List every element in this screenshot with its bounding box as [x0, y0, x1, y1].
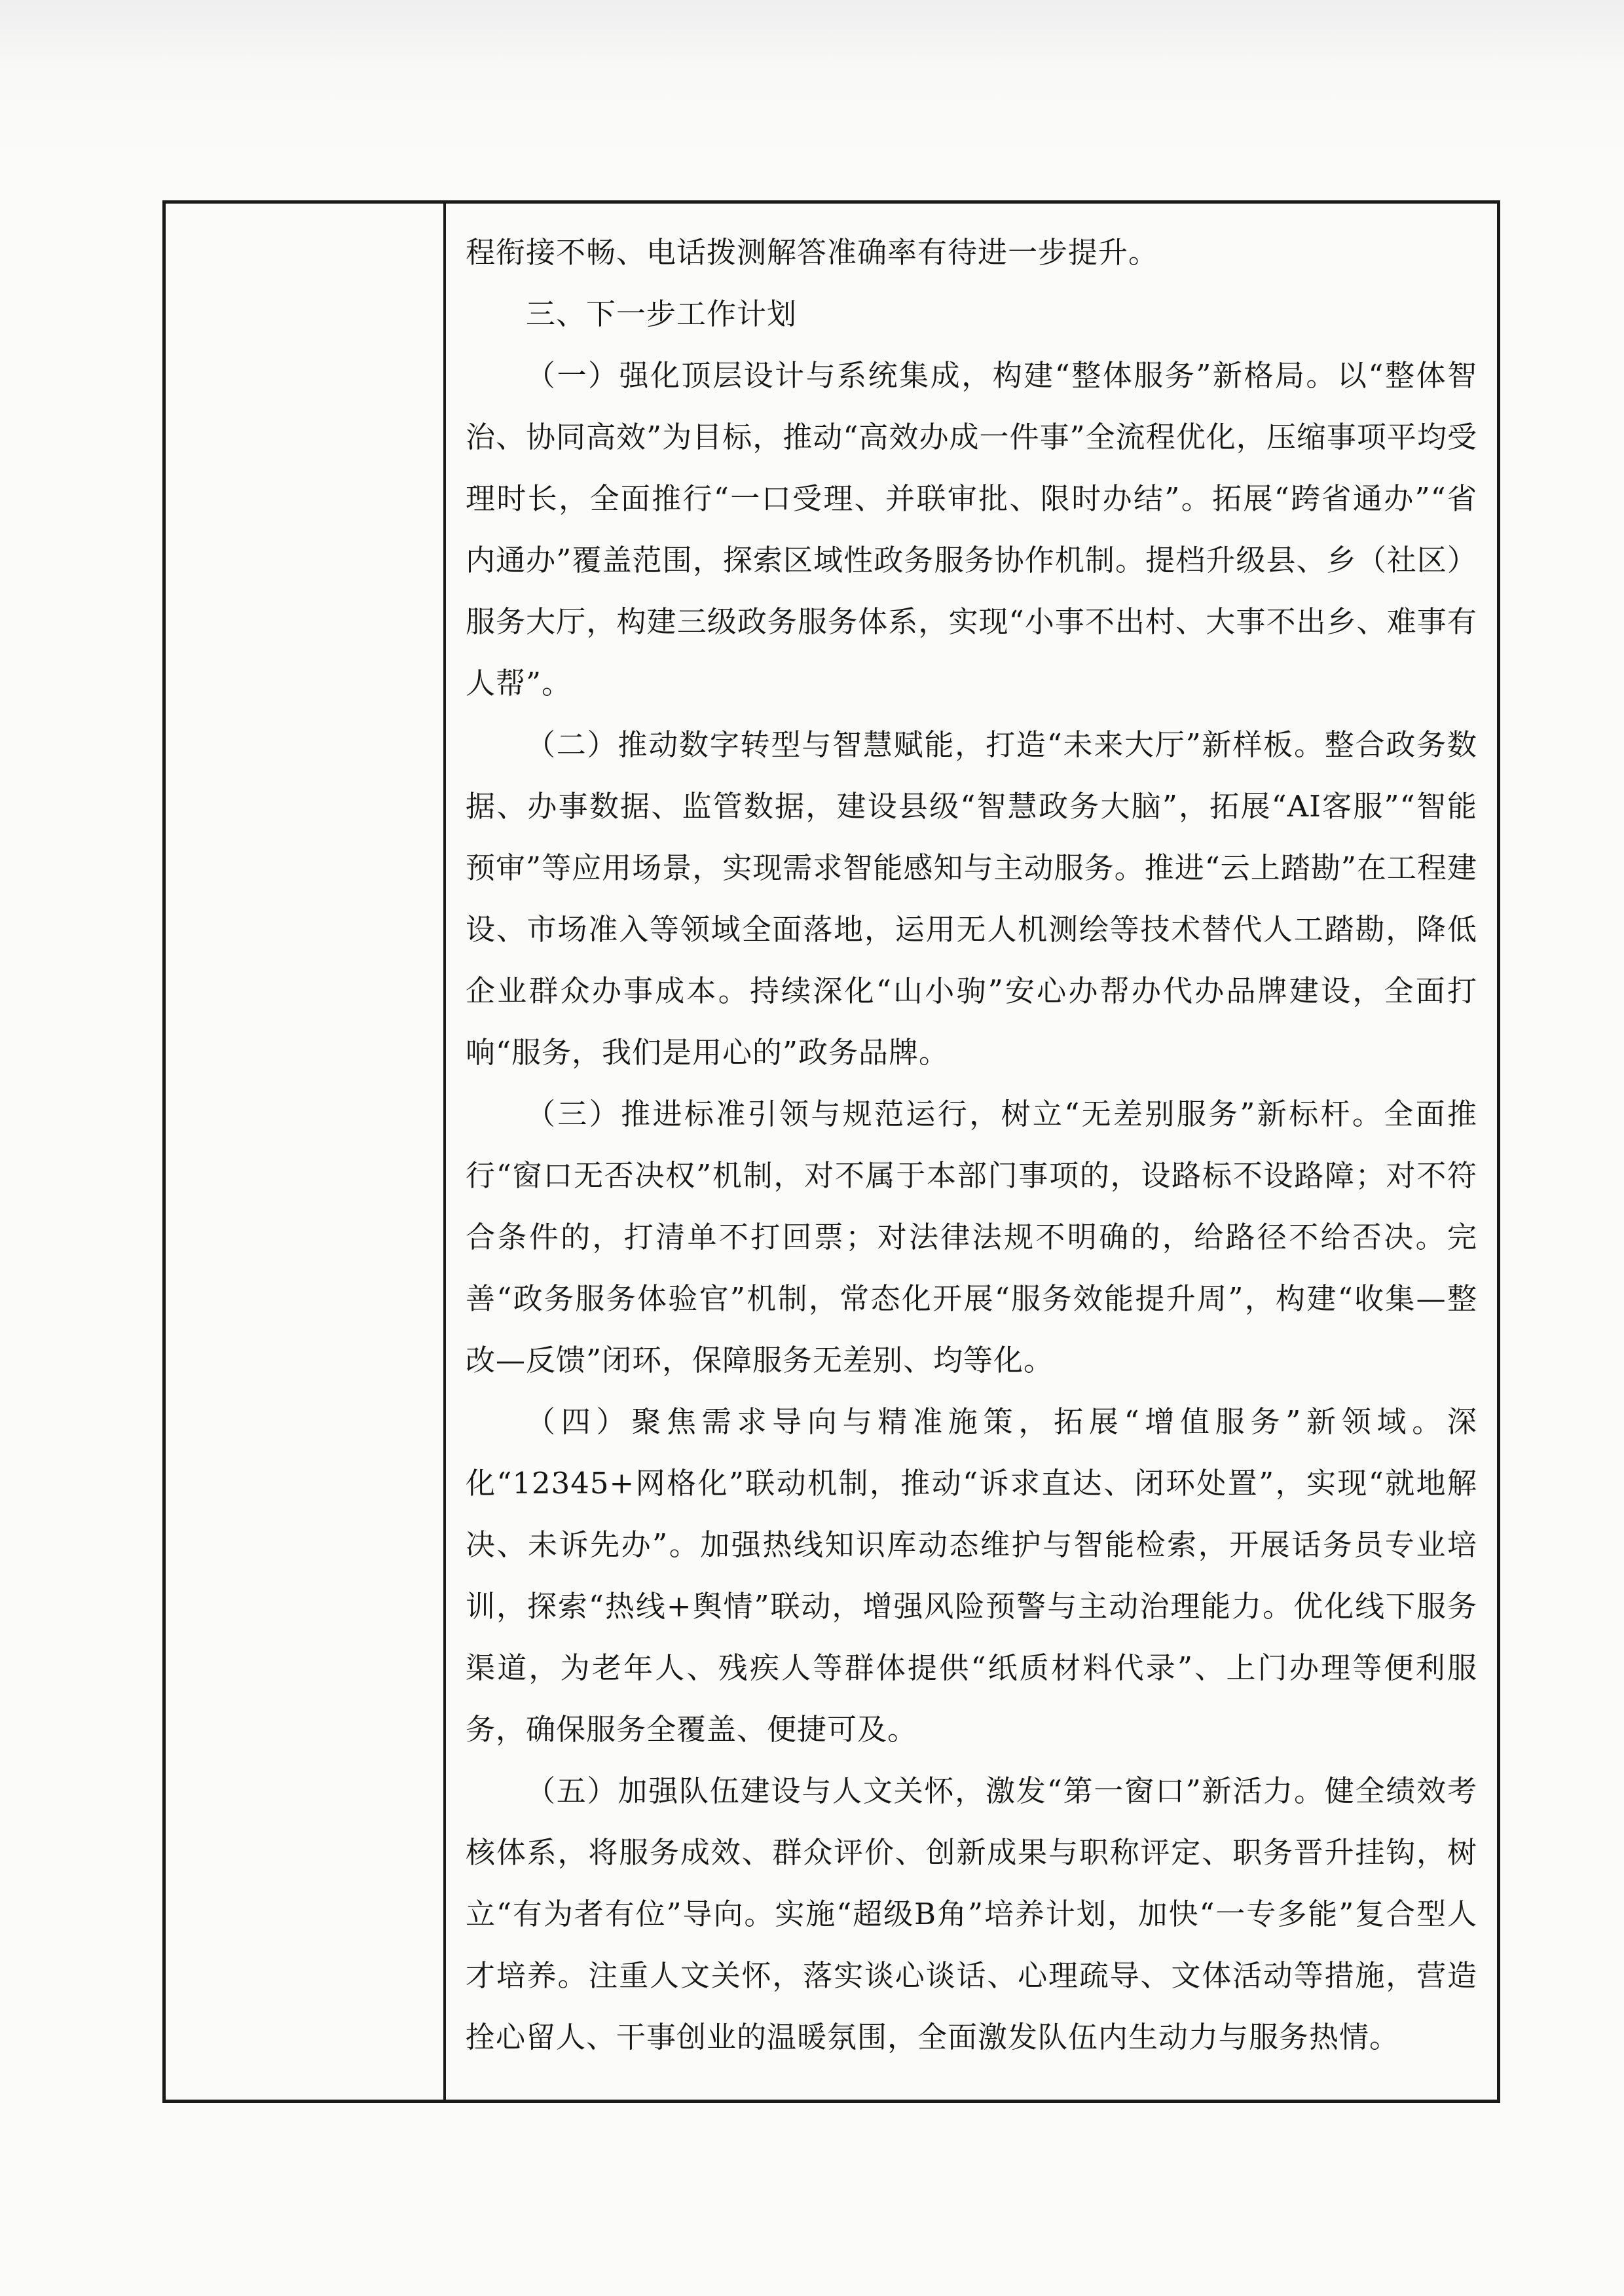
paragraph-plan-1: （一）强化顶层设计与系统集成，构建“整体服务”新格局。以“整体智治、协同高效”为目标，推动“高效办成一件事”全流程优化，压缩事项平均受理时长，全面推行“一口受理、并联审批、限时办结”。拓展“跨省通办”“省内通办”覆盖范围，探索区域性政务服务协作机制。提档升级县、乡（社区）服务大厅，构建三级政务服务体系，实现“小事不出村、大事不出乡、难事有人帮”。 — [466, 358, 1477, 701]
paragraph-plan-5: （五）加强队伍建设与人文关怀，激发“第一窗口”新活力。健全绩效考核体系，将服务成效、群众评价、创新成果与职称评定、职务晋升挂钩，树立“有为者有位”导向。实施“超级B角”培养计划，加快“一专多能”复合型人才培养。注重人文关怀，落实谈心谈话、心理疏导、文体活动等措施，营造拴心留人、干事创业的温暖氛围，全面激发队伍内生动力与服务热情。 — [466, 1774, 1477, 2054]
section-heading-next-plan: 三、下一步工作计划 — [526, 297, 798, 331]
paragraph-plan-3: （三）推进标准引领与规范运行，树立“无差别服务”新标杆。全面推行“窗口无否决权”机制，对不属于本部门事项的，设路标不设路障；对不符合条件的，打清单不打回票；对法律法规不明确的，给路径不给否决。完善“政务服务体验官”机制，常态化开展“服务效能提升周”，构建“收集—整改—反馈”闭环，保障服务无差别、均等化。 — [466, 1097, 1477, 1377]
paragraph-continuation: 程衔接不畅、电话拨测解答准确率有待进一步提升。 — [466, 235, 1159, 270]
table-label-column — [166, 204, 446, 2100]
document-table — [162, 200, 1500, 2103]
paragraph-plan-4: （四）聚焦需求导向与精准施策，拓展“增值服务”新领域。深化“12345+网格化”联动机制，推动“诉求直达、闭环处置”，实现“就地解决、未诉先办”。加强热线知识库动态维护与智能检索，开展话务员专业培训，探索“热线+舆情”联动，增强风险预警与主动治理能力。优化线下服务渠道，为老年人、残疾人等群体提供“纸质材料代录”、上门办理等便利服务，确保服务全覆盖、便捷可及。 — [466, 1404, 1477, 1747]
scan-header-shading — [0, 0, 1624, 170]
paragraph-plan-2: （二）推动数字转型与智慧赋能，打造“未来大厅”新样板。整合政务数据、办事数据、监管数据，建设县级“智慧政务大脑”，拓展“AI客服”“智能预审”等应用场景，实现需求智能感知与主动服务。推进“云上踏勘”在工程建设、市场准入等领域全面落地，运用无人机测绘等技术替代人工踏勘，降低企业群众办事成本。持续深化“山小驹”安心办帮办代办品牌建设，全面打响“服务，我们是用心的”政务品牌。 — [466, 727, 1477, 1070]
table-content-column — [446, 204, 1497, 2100]
